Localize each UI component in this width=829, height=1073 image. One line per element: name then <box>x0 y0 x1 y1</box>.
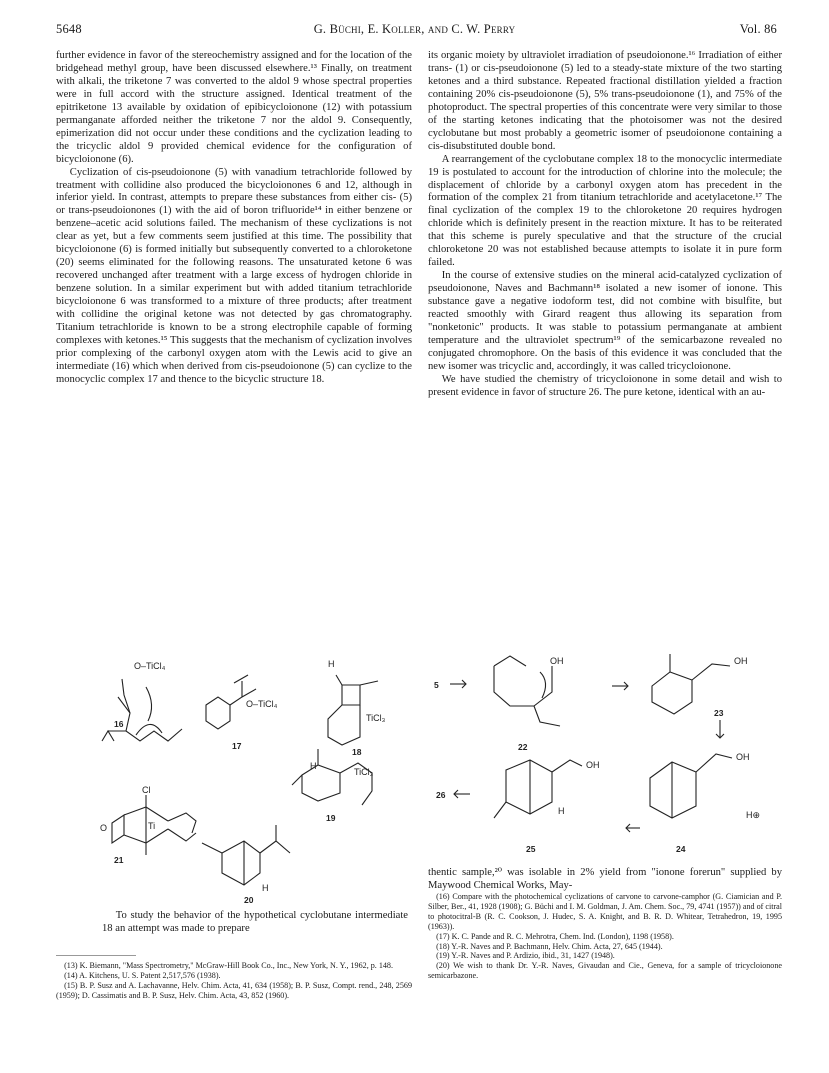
atom-label: H <box>310 761 317 771</box>
compound-label: 16 <box>114 719 124 729</box>
paragraph: In the course of extensive studies on the mineral acid-catalyzed cyclization of pseudoionone, Naves and Bachmann¹⁸ isolated a new isomer of ionone. This substance gave a negative iodoform test, did not combine with bisulfite, but reacted smoothly with Girard reagent thus allowing its separation from "nonketonic" products. It was stable to potassium permanganate at ambient temperature and the ultraviolet spectrum¹⁹ of the semicarbazone revealed no conjugated chromophore. On the basis of this evidence it was concluded that the new isomer was tricyclic and, accordingly, it was called tricycloionone. <box>428 270 782 372</box>
compound-label: 22 <box>518 742 528 752</box>
reaction-scheme-right <box>430 642 785 864</box>
running-header-authors: G. Büchi, E. Koller, and C. W. Perry <box>313 22 516 36</box>
compound-label: 23 <box>714 708 724 718</box>
atom-label: Ti <box>148 821 156 831</box>
atom-label: H <box>328 659 335 669</box>
compound-label: 5 <box>434 680 439 690</box>
atom-label: O <box>100 823 108 833</box>
paragraph-after-scheme-right <box>428 867 782 893</box>
paragraph: thentic sample,²⁰ was isolable in 2% yield from "ionone forerun" supplied by Maywood Chemical Works, May- <box>428 867 782 891</box>
atom-label: H⊕ <box>746 810 761 820</box>
atom-label: TiCl₃ <box>366 713 386 723</box>
atom-label: OH <box>734 656 748 666</box>
paragraph: Cyclization of cis-pseudoionone (5) with vanadium tetrachloride followed by treatment with collidine also produced the bicycloionones 6 and 12, although in inferior yield. In contrast, attempts to prepare these substances from either cis- (5) or trans-pseudoionones (1) with the aid of boron trifluoride¹⁴ in either benzene or benzene–acetic acid solutions failed. The mechanism of these cyclizations is not clear as yet, but a few comments seem justified at this time. The possibility that bicycloionone (6) is formed initially but subsequently converted to a chloroketone (20) seems eliminated for the following reasons. The unsaturated ketone 6 was recovered unchanged after treatment with a large excess of hydrogen chloride in benzene solution. In a similar experiment but with added titanium tetrachloride bicycloionone 6 was transformed to a mixture of three products; after treatment with collidine the original ketone was not detected by gas chromatography. Titanium tetrachloride is known to be a strong electrophile capable of forming complexes with ketones.¹⁵ This suggests that the mechanism of cyclization involves prior complexing of the carbonyl oxygen atom with the Lewis acid to give an intermediate (16) which when derived from cis-pseudoionone (5) can cyclize to the monocyclic complex 17 and thence to the bicyclic structure 18. <box>56 166 412 385</box>
volume-label: Vol. 86 <box>739 22 777 36</box>
paragraph: further evidence in favor of the stereochemistry assigned and for the location of the bridgehead methyl group, have been discussed elsewhere.¹³ Finally, on treatment with alkali, the triketone 7 was converted to the aldol 9 whose spectral properties were in full accord with the structure assigned. Identical treatment of the epitriketone 13 available by oxidation of epibicycloionone (12) with potassium permanganate afforded neither the triketone 7 nor the aldol 9. Consequently, epimerization did not occur under these conditions and the cyclization leading to the tricyclic aldol 9 provided chemical evidence for the configuration of bicycloionone (6). <box>56 50 412 165</box>
atom-label: OH <box>736 752 750 762</box>
compound-label: 17 <box>232 741 242 751</box>
compound-label: 24 <box>676 844 686 854</box>
footnote: (15) B. P. Susz and A. Lachavanne, Helv. Chim. Acta, 41, 634 (1958); B. P. Susz, Compt. rend., 248, 2569 (1959); D. Cassimatis and B. P. Susz, Helv. Chim. Acta, 43, 852 (1960). <box>56 980 412 1000</box>
footnote: (20) We wish to thank Dr. Y.-R. Naves, Givaudan and Cie., Geneva, for a sample of tricycloionone semicarbazone. <box>428 961 782 981</box>
atom-label: OH <box>586 760 600 770</box>
atom-label: OH <box>550 656 564 666</box>
footnote: (18) Y.-R. Naves and P. Bachmann, Helv. Chim. Acta, 27, 645 (1944). <box>436 941 663 951</box>
atom-label: H <box>262 883 269 893</box>
reaction-scheme-left <box>96 645 416 915</box>
atom-label: O–TiCl₄ <box>246 699 278 709</box>
footnote: (19) Y.-R. Naves and P. Ardizio, ibid., 31, 1427 (1948). <box>436 951 615 961</box>
paragraph: To study the behavior of the hypothetical cyclobutane intermediate 18 an attempt was made to prepare <box>102 910 408 934</box>
compound-label: 26 <box>436 790 446 800</box>
atom-label: Cl <box>142 785 151 795</box>
paragraph: We have studied the chemistry of tricycloionone in some detail and wish to present evidence in favor of structure 26. The pure ketone, identical with an au- <box>428 373 782 398</box>
paragraph: its organic moiety by ultraviolet irradiation of pseudoionone.¹⁶ Irradiation of either trans- (1) or cis-pseudoionone (5) led to a steady-state mixture of the two starting ketones and a third substance. Repeated fractional distillation yielded a fraction containing 20% cis-pseudoionone (5), 5% trans-pseudoionone (1), and 75% of the photoproduct. The spectral properties of this concentrate were very similar to those of the starting ketones indicating that the photoisomer was not the desired cyclobutane but most probably a geometric isomer of pseudoionone containing a cis-disubstituted double bond. <box>428 50 782 152</box>
compound-label: 25 <box>526 844 536 854</box>
paragraph: A rearrangement of the cyclobutane complex 18 to the monocyclic intermediate 19 is postulated to account for the introduction of chlorine into the molecule; the displacement of chloride by a carbonyl oxygen atom has precedent in the formation of the complex 21 from titanium tetrachloride and acetylacetone.¹⁷ The final cyclization of the complex 19 to the chloroketone 20 requires hydrogen chloride which is definitely present in the reaction mixture. It has to be reiterated that this scheme is purely speculative and that the structure of the crucial chloroketone 20 was not established because attempts to isolate it in pure form failed. <box>428 153 782 269</box>
footnotes-right <box>428 892 782 981</box>
compound-label: 20 <box>244 895 254 905</box>
atom-label: H <box>558 806 565 816</box>
left-column <box>56 50 412 387</box>
footnotes-left <box>56 961 412 1001</box>
right-column <box>428 50 782 400</box>
paragraph-after-scheme <box>102 910 408 936</box>
footnote: (16) Compare with the photochemical cyclizations of carvone to carvone-camphor (G. Ciamician and P. Silber, Ber., 41, 1928 (1908); G. Büchi and I. M. Goldman, J. Am. Chem. Soc., 79, 4741 (1957)) and of citral to photocitral-B (R. C. Cookson, J. Hudec, S. A. Knight, and B. R. D. Whitear, Tetrahedron, 19, 1995 (1963)). <box>428 892 782 931</box>
footnote-rule <box>56 955 136 956</box>
footnote: (17) K. C. Pande and R. C. Mehrotra, Chem. Ind. (London), 1198 (1958). <box>436 931 674 941</box>
footnote: (13) K. Biemann, "Mass Spectrometry," McGraw-Hill Book Co., Inc., New York, N. Y., 1962, p. 148. <box>64 961 393 970</box>
page-number: 5648 <box>56 22 82 36</box>
atom-label: TiCl₃ <box>354 767 374 777</box>
compound-label: 18 <box>352 747 362 757</box>
compound-label: 21 <box>114 855 124 865</box>
atom-label: O–TiCl₄ <box>134 661 166 671</box>
compound-label: 19 <box>326 813 336 823</box>
footnote: (14) A. Kitchens, U. S. Patent 2,517,576 (1938). <box>64 970 221 980</box>
